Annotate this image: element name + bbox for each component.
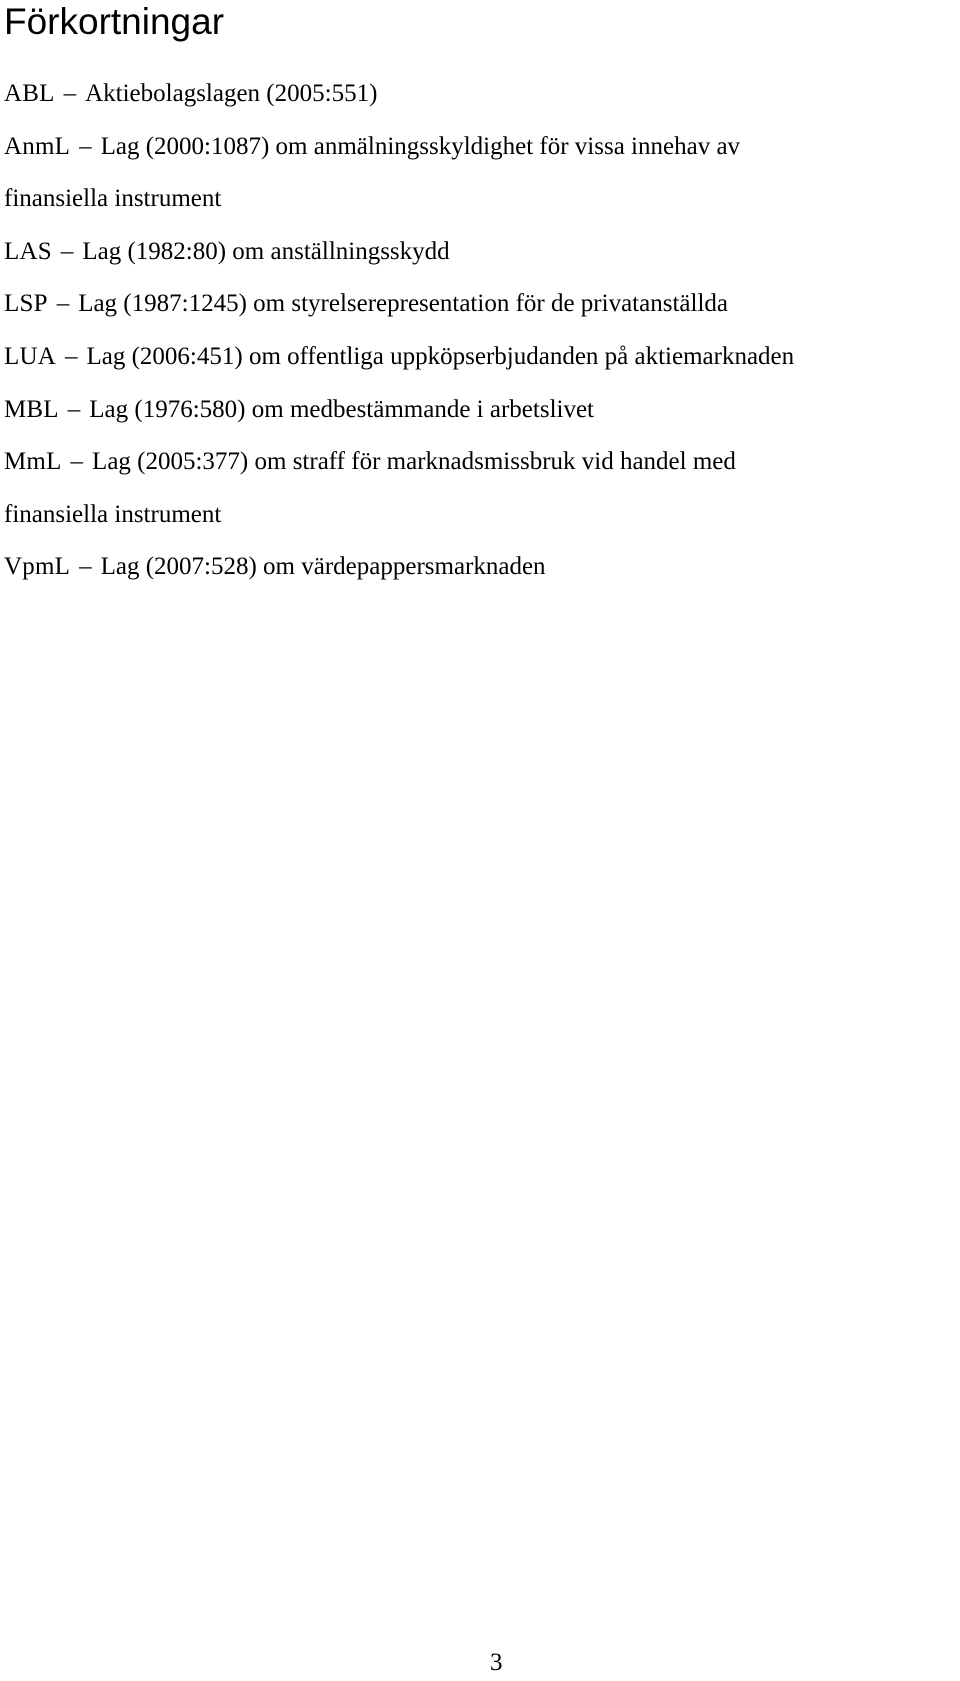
abbreviation: ABL [4, 80, 55, 107]
law-title: Lag (1976:580) om medbestämmande i arbetslivet [89, 395, 595, 423]
law-title: Aktiebolagslagen (2005:551) [85, 80, 378, 107]
law-title-continuation: finansiella instrument [4, 185, 222, 213]
abbreviation-entry-lsp [4, 278, 956, 331]
law-title-continuation: finansiella instrument [4, 500, 222, 528]
law-title: Lag (2007:528) om värdepappersmarknaden [100, 553, 546, 581]
abbreviation: AnmL [4, 132, 71, 160]
law-title: Lag (2006:451) om offentliga uppköpserbjudanden på aktiemarknaden [86, 342, 795, 370]
law-title: Lag (2005:377) om straff för marknadsmissbruk vid handel med [92, 448, 736, 476]
entry-line [4, 541, 956, 594]
page-number: 3 [490, 1649, 503, 1676]
dash-separator: – [79, 132, 92, 160]
dash-separator: – [64, 342, 78, 370]
entry-line [4, 226, 956, 279]
abbreviation-entry-las [4, 226, 956, 279]
abbreviation: MBL [4, 395, 59, 423]
abbreviation-entry-anml [4, 121, 956, 226]
dash-separator: – [56, 290, 70, 318]
entry-line [4, 121, 956, 174]
abbreviation-entry-lua [4, 331, 956, 384]
abbreviation-entry-abl [4, 68, 956, 121]
abbreviation-list [4, 68, 956, 594]
law-title: Lag (2000:1087) om anmälningsskyldighet för vissa innehav av [100, 132, 741, 160]
abbreviation: VpmL [4, 553, 71, 581]
entry-line [4, 384, 956, 437]
abbreviation-entry-mbl [4, 384, 956, 437]
dash-separator: – [67, 395, 81, 423]
abbreviation: LSP [4, 290, 48, 318]
dash-separator: – [63, 80, 77, 107]
law-title: Lag (1982:80) om anställningsskydd [82, 237, 450, 265]
dash-separator: – [60, 237, 74, 265]
entry-line [4, 436, 956, 489]
dash-separator: – [70, 448, 84, 476]
abbreviation-entry-mml [4, 436, 956, 541]
abbreviation: MmL [4, 448, 62, 476]
entry-line [4, 68, 956, 121]
abbreviation: LUA [4, 342, 56, 370]
entry-line [4, 331, 956, 384]
abbreviation: LAS [4, 237, 52, 265]
entry-line [4, 278, 956, 331]
abbreviation-entry-vpml [4, 541, 956, 594]
dash-separator: – [79, 553, 92, 581]
page-title: Förkortningar [4, 1, 225, 42]
law-title: Lag (1987:1245) om styrelserepresentation för de privatanställda [78, 290, 728, 318]
